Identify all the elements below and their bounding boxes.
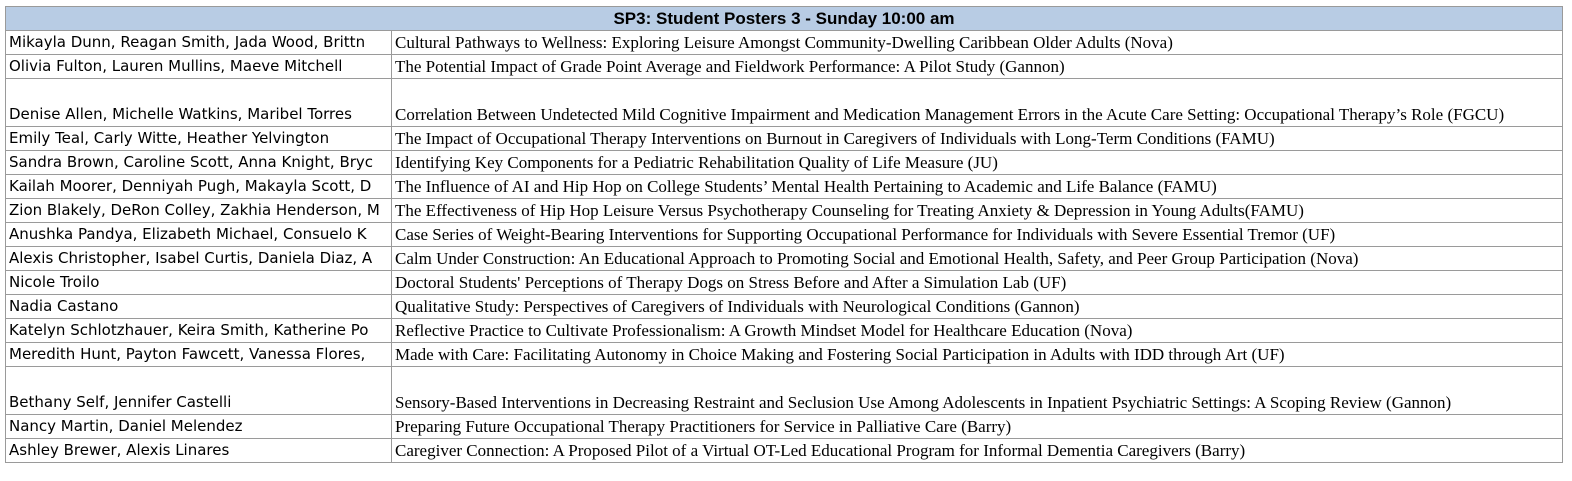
poster-session-table [5,6,1563,463]
table-row [6,271,1563,295]
table-row [6,79,1563,127]
title-cell[interactable]: Cultural Pathways to Wellness: Exploring Leisure Amongst Community-Dwelling Caribbean Older Adults (Nova) [392,31,1563,55]
title-cell[interactable]: Correlation Between Undetected Mild Cognitive Impairment and Medication Management Errors in the Acute Care Setting: Occupational Therapy’s Role (FGCU) [392,79,1563,127]
authors-cell[interactable]: Mikayla Dunn, Reagan Smith, Jada Wood, Brittn [6,31,392,55]
title-cell[interactable]: The Effectiveness of Hip Hop Leisure Versus Psychotherapy Counseling for Treating Anxiety & Depression in Young Adults(FAMU) [392,199,1563,223]
title-cell[interactable]: Preparing Future Occupational Therapy Practitioners for Service in Palliative Care (Barry) [392,415,1563,439]
table-row [6,31,1563,55]
authors-cell[interactable]: Kailah Moorer, Denniyah Pugh, Makayla Scott, D [6,175,392,199]
table-row [6,151,1563,175]
table-row [6,55,1563,79]
title-cell[interactable]: Made with Care: Facilitating Autonomy in Choice Making and Fostering Social Participation in Adults with IDD through Art (UF) [392,343,1563,367]
title-cell[interactable]: Sensory-Based Interventions in Decreasing Restraint and Seclusion Use Among Adolescents in Inpatient Psychiatric Settings: A Scoping Review (Gannon) [392,367,1563,415]
authors-cell[interactable]: Emily Teal, Carly Witte, Heather Yelvington [6,127,392,151]
table-row [6,223,1563,247]
authors-cell[interactable]: Nancy Martin, Daniel Melendez [6,415,392,439]
table-row [6,247,1563,271]
session-header[interactable]: SP3: Student Posters 3 - Sunday 10:00 am [6,7,1563,31]
authors-cell[interactable]: Katelyn Schlotzhauer, Keira Smith, Katherine Po [6,319,392,343]
authors-cell[interactable]: Bethany Self, Jennifer Castelli [6,367,392,415]
table-row [6,439,1563,463]
authors-cell[interactable]: Ashley Brewer, Alexis Linares [6,439,392,463]
title-cell[interactable]: Identifying Key Components for a Pediatric Rehabilitation Quality of Life Measure (JU) [392,151,1563,175]
authors-cell[interactable]: Nadia Castano [6,295,392,319]
authors-cell[interactable]: Denise Allen, Michelle Watkins, Maribel Torres [6,79,392,127]
title-cell[interactable]: The Influence of AI and Hip Hop on College Students’ Mental Health Pertaining to Academic and Life Balance (FAMU) [392,175,1563,199]
table-row [6,343,1563,367]
title-cell[interactable]: Case Series of Weight-Bearing Interventions for Supporting Occupational Performance for Individuals with Severe Essential Tremor (UF) [392,223,1563,247]
table-row [6,175,1563,199]
title-cell[interactable]: Calm Under Construction: An Educational Approach to Promoting Social and Emotional Health, Safety, and Peer Group Participation (Nova) [392,247,1563,271]
title-cell[interactable]: The Impact of Occupational Therapy Interventions on Burnout in Caregivers of Individuals with Long-Term Conditions (FAMU) [392,127,1563,151]
title-cell[interactable]: Reflective Practice to Cultivate Professionalism: A Growth Mindset Model for Healthcare Education (Nova) [392,319,1563,343]
table-row [6,319,1563,343]
authors-cell[interactable]: Olivia Fulton, Lauren Mullins, Maeve Mitchell [6,55,392,79]
title-cell[interactable]: Caregiver Connection: A Proposed Pilot of a Virtual OT-Led Educational Program for Informal Dementia Caregivers (Barry) [392,439,1563,463]
authors-cell[interactable]: Meredith Hunt, Payton Fawcett, Vanessa Flores, [6,343,392,367]
authors-cell[interactable]: Alexis Christopher, Isabel Curtis, Daniela Diaz, A [6,247,392,271]
authors-cell[interactable]: Zion Blakely, DeRon Colley, Zakhia Henderson, M [6,199,392,223]
title-cell[interactable]: The Potential Impact of Grade Point Average and Fieldwork Performance: A Pilot Study (Gannon) [392,55,1563,79]
authors-cell[interactable]: Anushka Pandya, Elizabeth Michael, Consuelo K [6,223,392,247]
table-row [6,199,1563,223]
table-row [6,415,1563,439]
title-cell[interactable]: Qualitative Study: Perspectives of Caregivers of Individuals with Neurological Conditions (Gannon) [392,295,1563,319]
title-cell[interactable]: Doctoral Students' Perceptions of Therapy Dogs on Stress Before and After a Simulation Lab (UF) [392,271,1563,295]
table-row [6,367,1563,415]
authors-cell[interactable]: Nicole Troilo [6,271,392,295]
table-row [6,295,1563,319]
table-row [6,127,1563,151]
authors-cell[interactable]: Sandra Brown, Caroline Scott, Anna Knight, Bryc [6,151,392,175]
